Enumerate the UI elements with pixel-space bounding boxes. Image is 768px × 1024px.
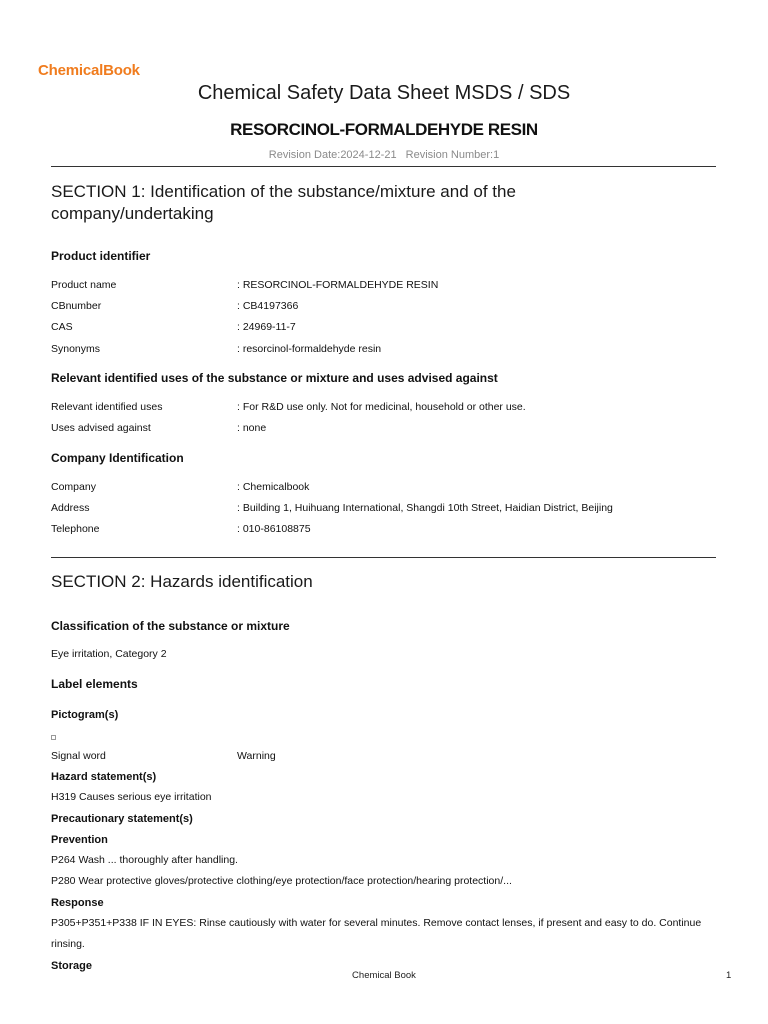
divider	[51, 557, 716, 558]
product-identifier-heading: Product identifier	[51, 249, 151, 263]
divider	[51, 166, 716, 167]
row-label: Uses advised against	[51, 422, 151, 434]
prevention-statement: P264 Wash ... thoroughly after handling.	[51, 854, 238, 866]
page-number: 1	[726, 970, 732, 981]
row-label: Company	[51, 481, 96, 493]
company-identification-heading: Company Identification	[51, 451, 184, 465]
row-value: : none	[237, 422, 267, 434]
row-label: Address	[51, 502, 90, 514]
signal-word-value: Warning	[237, 750, 276, 762]
revision-info	[0, 149, 768, 161]
classification-heading: Classification of the substance or mixture	[51, 619, 290, 633]
pictogram-image-icon	[51, 735, 56, 740]
section-2-heading: SECTION 2: Hazards identification	[51, 572, 313, 591]
row-label: Product name	[51, 279, 117, 291]
row-value: : CB4197366	[237, 300, 299, 312]
storage-heading: Storage	[51, 960, 92, 972]
row-label: Telephone	[51, 523, 100, 535]
row-value: : RESORCINOL-FORMALDEHYDE RESIN	[237, 279, 439, 291]
section-1-heading: SECTION 1: Identification of the substance/mixture and of the company/undertaking	[51, 182, 516, 223]
row-value: : For R&D use only. Not for medicinal, household or other use.	[237, 401, 526, 413]
row-value: : resorcinol-formaldehyde resin	[237, 343, 382, 355]
prevention-statement: P280 Wear protective gloves/protective clothing/eye protection/face protection/hearing protection/...	[51, 875, 512, 887]
document-title: Chemical Safety Data Sheet MSDS / SDS	[197, 82, 571, 104]
row-label: CBnumber	[51, 300, 102, 312]
row-value: : 24969-11-7	[237, 321, 296, 333]
row-value: : Chemicalbook	[237, 481, 310, 493]
signal-word-label: Signal word	[51, 750, 106, 762]
classification-text: Eye irritation, Category 2	[51, 648, 167, 660]
product-title: RESORCINOL-FORMALDEHYDE RESIN	[230, 120, 538, 139]
row-value: : 010-86108875	[237, 523, 311, 535]
row-value: : Building 1, Huihuang International, Shangdi 10th Street, Haidian District, Beijing	[237, 502, 613, 514]
hazard-statements-heading: Hazard statement(s)	[51, 771, 157, 783]
response-heading: Response	[51, 897, 104, 909]
revision-date: Revision Date:2024-12-21	[268, 149, 397, 161]
hazard-statement: H319 Causes serious eye irritation	[51, 791, 212, 803]
footer-text: Chemical Book	[352, 970, 416, 981]
prevention-heading: Prevention	[51, 834, 108, 846]
row-label: Synonyms	[51, 343, 101, 355]
uses-heading: Relevant identified uses of the substance or mixture and uses advised against	[51, 371, 498, 385]
precautionary-statements-heading: Precautionary statement(s)	[51, 813, 193, 825]
brand-logo: ChemicalBook	[38, 62, 140, 79]
pictogram-heading: Pictogram(s)	[51, 709, 119, 721]
row-label: Relevant identified uses	[51, 401, 163, 413]
row-label: CAS	[51, 321, 73, 333]
label-elements-heading: Label elements	[51, 677, 138, 691]
revision-number: Revision Number:1	[405, 149, 500, 161]
response-statement: P305+P351+P338 IF IN EYES: Rinse cautiously with water for several minutes. Remove contact lenses, if present and easy to do. Continue rinsing.	[51, 917, 702, 950]
